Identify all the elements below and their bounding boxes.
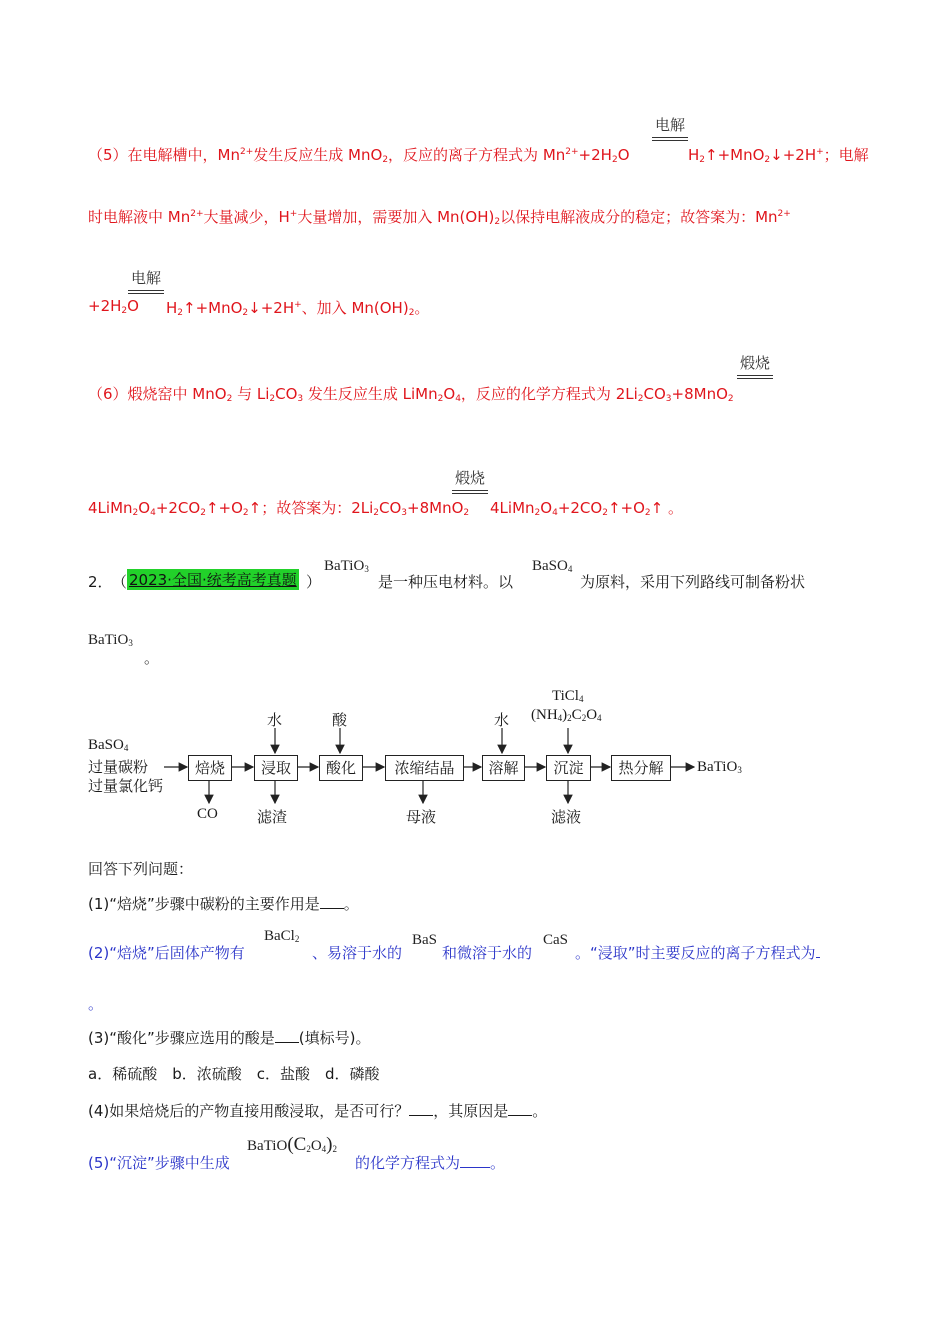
formula-bacl2: BaCl$_2$ bbox=[264, 928, 300, 944]
output-mother-liquor: 母液 bbox=[406, 808, 437, 826]
step-leach: 浸取 bbox=[254, 755, 298, 781]
formula-baso4: BaSO$_4$ bbox=[532, 558, 573, 574]
answer-5-line-1-products: $H_2↑+MnO_2↓+2H^+$；电解 bbox=[688, 146, 869, 165]
answer-blank[interactable] bbox=[508, 1101, 532, 1116]
input-acid: 酸 bbox=[332, 711, 348, 729]
answer-5-line-2: 时电解液中 $Mn^{2+}$大量减少，H+大量增加，需要加入 $Mn(OH)_2$以保持电解液成分的稳定；故答案为：$Mn^{2+}$ bbox=[88, 208, 791, 227]
sub-question-2-end: 。 bbox=[88, 995, 104, 1013]
output-co: CO bbox=[197, 806, 218, 822]
sub-question-1: (1)“焙烧”步骤中碳粉的主要作用是 。 bbox=[88, 895, 359, 913]
input-water-1: 水 bbox=[267, 711, 283, 729]
feed-baso4: BaSO$_4$ bbox=[88, 737, 129, 753]
step-precipitate: 沉淀 bbox=[546, 755, 591, 781]
answer-6-line-2-right: $4LiMn_2O_4+2CO_2↑+O_2↑$ 。 bbox=[490, 499, 683, 518]
input-water-2: 水 bbox=[494, 711, 510, 729]
sub-question-4: (4)如果焙烧后的产物直接用酸浸取，是否可行？ ，其原因是 。 bbox=[88, 1102, 548, 1120]
question-2-number: 2． bbox=[88, 573, 113, 591]
feed-cacl2: 过量氯化钙 bbox=[88, 777, 164, 795]
electrolysis-condition: 电解 bbox=[652, 114, 688, 141]
sub-question-2-part-2: 、易溶于水的 bbox=[312, 944, 403, 962]
formula-bas: BaS bbox=[412, 932, 438, 948]
answer-5-line-1: （5）在电解槽中，$Mn^{2+}$发生反应生成 MnO$_2$，反应的离子方程式为 $Mn^{2+}+2H_2O$ bbox=[88, 146, 630, 165]
answer-6-line-1: （6）煅烧窑中 MnO$_2$ 与 $Li_2CO_3$ 发生反应生成 $LiMn_2O_4$，反应的化学方程式为 $2Li_2CO_3+8MnO_2$ bbox=[88, 385, 734, 404]
step-concentrate: 浓缩结晶 bbox=[385, 755, 464, 781]
question-2-text-2: 为原料，采用下列路线可制备粉状 bbox=[580, 573, 806, 591]
calcination-condition-2: 煅烧 bbox=[452, 467, 488, 494]
electrolysis-condition-2: 电解 bbox=[128, 267, 164, 294]
step-acidify: 酸化 bbox=[319, 755, 363, 781]
answer-6-line-2-left: $4LiMn_2O_4+2CO_2↑+O_2↑$；故答案为：$2Li_2CO_3+8MnO_2$ bbox=[88, 499, 470, 518]
input-ammonium-oxalate: $(NH_4)_2C_2O_4$ bbox=[531, 707, 602, 723]
output-residue: 滤渣 bbox=[257, 808, 288, 826]
sub-question-5-part-2: 的化学方程式为 。 bbox=[355, 1154, 506, 1172]
sub-question-3: (3)“酸化”步骤应选用的酸是 (填标号)。 bbox=[88, 1029, 371, 1047]
step-roast: 焙烧 bbox=[188, 755, 232, 781]
formula-cas: CaS bbox=[543, 932, 569, 948]
sub-question-3-options: a．稀硫酸 b．浓硫酸 c．盐酸 d．磷酸 bbox=[88, 1065, 380, 1083]
answer-blank[interactable] bbox=[409, 1101, 433, 1116]
product-batio3: BaTiO$_3$ bbox=[697, 759, 742, 775]
sub-question-2-part-3: 和微溶于水的 bbox=[442, 944, 533, 962]
answer-blank[interactable] bbox=[275, 1028, 299, 1043]
formula-batio3: BaTiO$_3$ bbox=[324, 558, 369, 574]
answer-blank[interactable] bbox=[320, 894, 344, 909]
answer-blank[interactable] bbox=[816, 943, 820, 958]
sub-question-2-part-4: 。“浸取”时主要反应的离子方程式为 bbox=[575, 942, 820, 963]
sub-question-5-part-1: (5)“沉淀”步骤中生成 bbox=[88, 1154, 230, 1172]
question-2-text-1: 是一种压电材料。以 bbox=[378, 573, 514, 591]
question-2-paren-close: ） bbox=[306, 573, 322, 591]
feed-carbon: 过量碳粉 bbox=[88, 758, 149, 776]
source-tag-link[interactable]: 2023·全国·统考高考真题 bbox=[129, 571, 297, 589]
answer-5-line-3-right: $H_2↑+MnO_2↓+2H^+$、加入 $Mn(OH)_2$。 bbox=[166, 299, 430, 318]
formula-batio-c2o4: $BaTiO(C_2O_4)_2$ bbox=[247, 1134, 337, 1155]
input-ticl4: TiCl$_4$ bbox=[552, 688, 584, 704]
formula-batio3-2: BaTiO$_3$ bbox=[88, 632, 133, 648]
calcination-condition: 煅烧 bbox=[737, 352, 773, 379]
answer-blank[interactable] bbox=[460, 1153, 490, 1168]
question-2-paren-open: （ bbox=[112, 573, 128, 591]
sub-question-2-part-1: (2)“焙烧”后固体产物有 bbox=[88, 944, 245, 962]
questions-intro: 回答下列问题： bbox=[88, 860, 194, 878]
answer-5-line-3-left: $+2H_2O$ bbox=[88, 297, 139, 316]
step-dissolve: 溶解 bbox=[482, 755, 525, 781]
step-thermal-decomp: 热分解 bbox=[611, 755, 671, 781]
output-filtrate: 滤液 bbox=[551, 808, 582, 826]
question-2-text-3: 。 bbox=[144, 649, 160, 667]
